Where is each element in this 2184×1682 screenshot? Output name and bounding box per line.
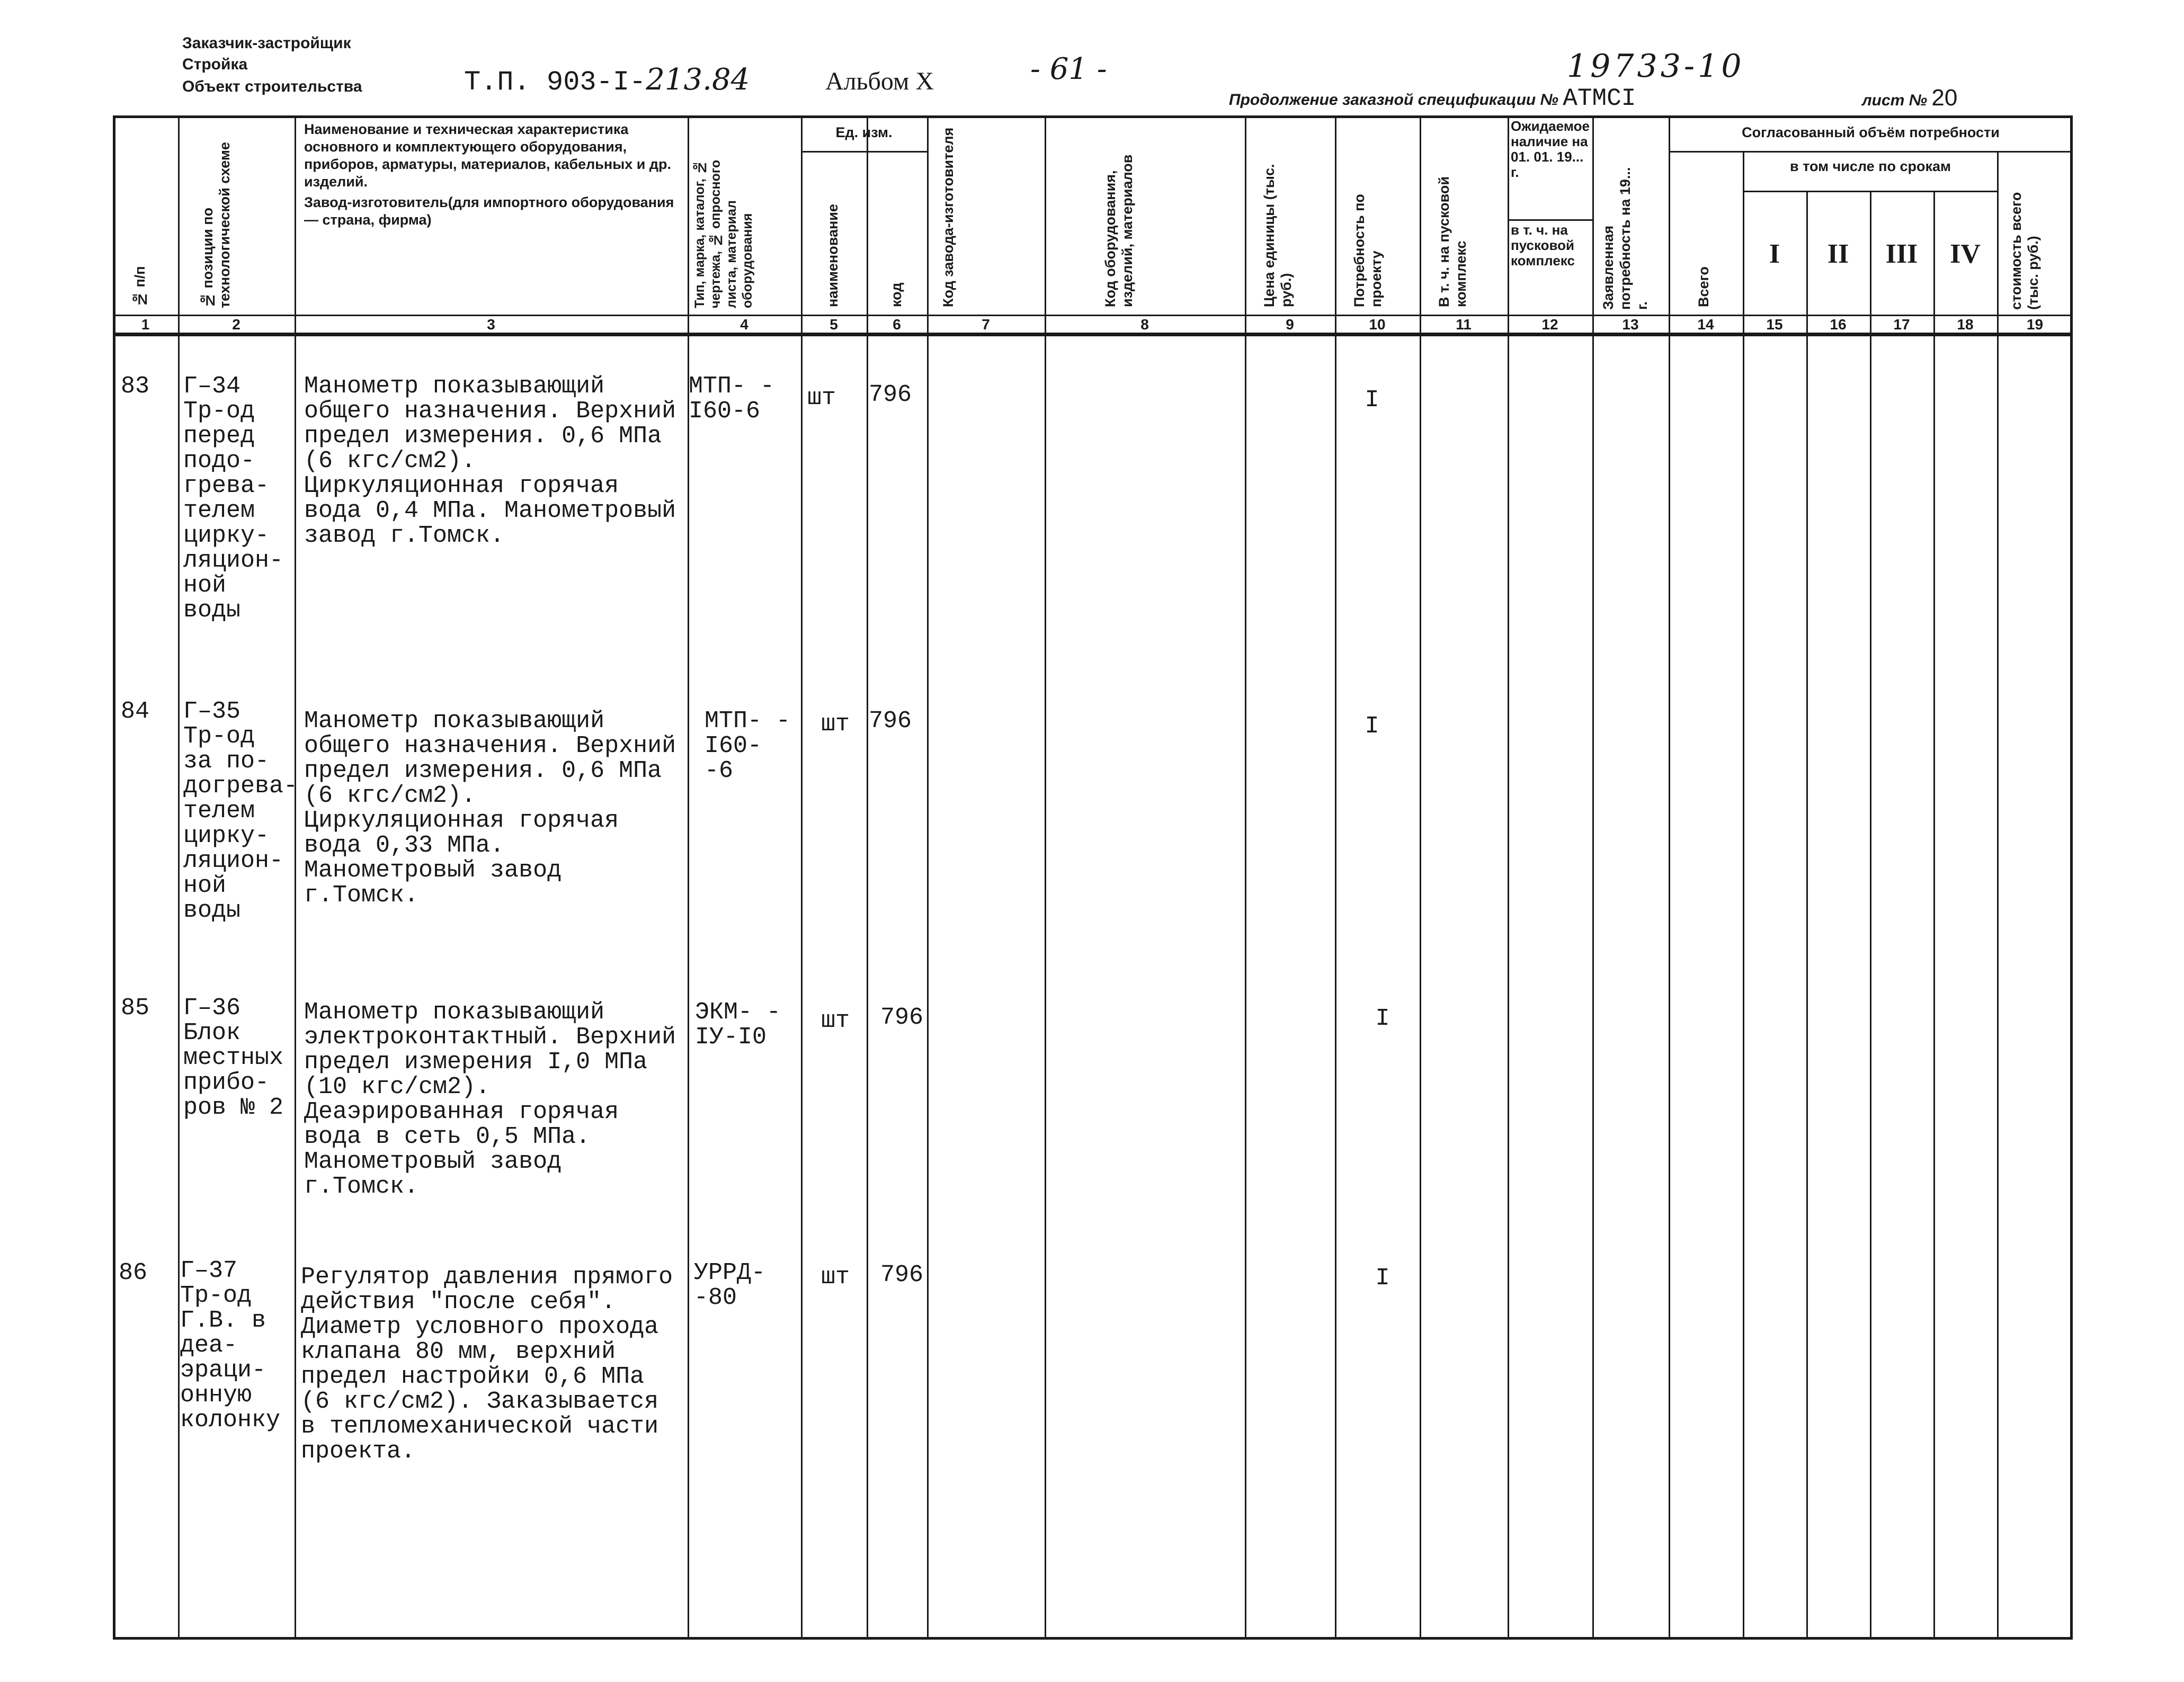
col-number: 10 [1369,316,1386,333]
unit-cell: шт [821,711,850,738]
project-code [464,62,750,98]
col-divider [295,115,296,1640]
col-header-12-launch: в т. ч. на пусковой комплекс [1511,222,1575,269]
col-number: 7 [982,316,990,333]
col-header-3-description: Наименование и техническая характеристика основного и комплектующего оборудования, приборов, арматуры, материалов, кабельных и др. изделий. [304,121,672,190]
unit-group-header: Ед. изм. [835,124,893,140]
col-header-1: № п/п [132,266,148,307]
col-header-3 [304,121,683,229]
col-header-3-manufacturer: Завод-изготовитель(для импортного оборудования — страна, фирма) [304,194,674,228]
position-cell: Г–34 Тр-од перед подо- грева- телем цирку- ляцион- ной воды [183,373,284,624]
col-number: 17 [1893,316,1910,333]
object-label: Объект строительства [182,78,362,95]
description-cell: Манометр показывающий электроконтактный. Верхний предел измерения I,0 МПа (10 кгс/см2). Деаэрированная горячая вода в сеть 0,5 МПа. Манометровый завод г.Томск. [304,999,676,1200]
col-header-4: Тип, марка, каталог, № чертежа, № опросного листа, материал оборудования [692,159,755,308]
col-divider [1997,151,1999,1640]
need-cell: I [1365,713,1379,740]
col-header-6: код [888,282,904,307]
col-number: 12 [1541,316,1558,333]
sheet-label: лист № [1862,92,1928,109]
col-number: 8 [1140,316,1149,333]
sheet-number: 20 [1931,85,1958,111]
col-header-5: наименование [825,204,841,307]
row-divider [1743,191,1997,192]
col-header-13: Заявленная потребность на 19... г. [1600,167,1650,310]
col-header-11: В т. ч. на пусковой комплекс [1436,176,1469,307]
spec-label: Продолжение заказной спецификации № [1229,91,1558,109]
col-number: 18 [1957,316,1974,333]
col-divider [1592,115,1594,1640]
type-cell: МТП- -I60-6 [689,373,775,425]
description-cell: Манометр показывающий общего назначения. Верхний предел измерения. 0,6 МПа (6 кгс/см2). Циркуляционная горячая вода 0,4 МПа. Манометровый завод г.Томск. [304,373,676,549]
code-cell: 796 [880,1262,924,1289]
type-cell: ЭКМ- -IУ-I0 [695,999,781,1051]
agreed-group-header: Согласованный объём потребности [1742,124,2000,140]
construction-label: Стройка [182,56,248,73]
col-divider [867,115,868,1640]
page-number-handwritten: - 61 - [1030,52,1107,86]
col-number: 3 [487,316,495,333]
description-cell: Регулятор давления прямого действия "после себя". Диаметр условного прохода клапана 80 мм, верхний предел настройки 0,6 МПа (6 кгс/см2). Заказывается в тепломеханической части проекта. [301,1264,673,1465]
row-number: 86 [119,1259,148,1286]
col-divider [1743,151,1744,1640]
unit-cell: шт [821,1007,850,1034]
col-number: 1 [141,316,150,333]
sheet-info [1862,85,1957,111]
col-header-12-expected: Ожидаемое наличие на 01. 01. 19... г. [1511,118,1590,180]
col-header-14: Всего [1696,266,1711,307]
document-number: 19733-10 [1567,48,1745,85]
unit-cell: шт [821,1264,850,1291]
col-number: 13 [1622,316,1639,333]
col-number: 16 [1830,316,1847,333]
unit-cell: шт [807,384,836,411]
col-number: 11 [1456,316,1472,333]
type-cell: УРРД- -80 [694,1259,766,1311]
row-divider [1669,151,2073,153]
col-number: 5 [830,316,838,333]
project-code-printed: Т.П. 903-I- [464,67,646,98]
col-divider [1245,115,1246,1640]
col-divider [1870,191,1871,1640]
code-cell: 796 [869,708,912,735]
type-cell: МТП- -I60- -6 [705,708,791,784]
col-number: 19 [2026,316,2044,333]
row-divider [801,151,927,153]
col-header-9: Цена единицы (тыс. руб.) [1261,164,1294,307]
position-cell: Г–36 Блок местных прибо- ров № 2 [183,995,284,1121]
col-divider [1420,115,1421,1640]
col-divider [688,115,689,1640]
col-header-15: I [1769,239,1780,269]
col-header-7: Код завода-изготовителя [940,127,956,307]
spec-number: АТМСI [1563,85,1636,112]
album-label: Альбом X [825,67,934,95]
col-divider [801,115,803,1640]
terms-group-header: в том числе по срокам [1790,158,1951,174]
customer-label: Заказчик-застройщик [182,34,351,52]
position-cell: Г–35 Тр-од за по- догрева- телем цирку- ляцион- ной воды [183,698,298,924]
col-divider [1508,115,1509,1640]
col-number: 14 [1697,316,1714,333]
need-cell: I [1365,387,1379,414]
col-number: 2 [232,316,240,333]
col-number: 4 [740,316,748,333]
need-cell: I [1375,1265,1390,1292]
col-divider [1045,115,1046,1640]
row-number: 84 [121,698,150,725]
code-cell: 796 [869,381,912,408]
col-header-8: Код оборудования, изделий, материалов [1102,154,1135,307]
col-divider [178,115,180,1640]
col-number: 6 [893,316,901,333]
description-cell: Манометр показывающий общего назначения. Верхний предел измерения. 0,6 МПа (6 кгс/см2). Циркуляционная горячая вода 0,33 МПа. Манометровый завод г.Томск. [304,708,676,909]
col-number: 15 [1766,316,1783,333]
need-cell: I [1375,1005,1390,1032]
col-divider [1669,115,1670,1640]
row-number: 83 [121,373,150,400]
col-header-18: IV [1950,239,1981,269]
col-divider [927,115,929,1640]
row-divider [1508,219,1592,221]
col-divider [1806,191,1808,1640]
col-header-2: № позиции по технологической схеме [200,142,233,308]
row-number: 85 [121,995,150,1022]
position-cell: Г–37 Тр-од Г.В. в деа- эраци- онную колонку [180,1257,281,1434]
col-header-10: Потребность по проекту [1351,194,1384,307]
col-divider [1335,115,1336,1640]
col-number: 9 [1286,316,1294,333]
col-divider [1933,191,1935,1640]
project-code-handwritten: 213.84 [646,62,750,97]
col-header-17: III [1885,239,1918,269]
spec-title [1229,85,1636,112]
col-header-19: стоимость всего (тыс. руб.) [2008,192,2041,310]
col-header-16: II [1827,239,1849,269]
code-cell: 796 [880,1004,924,1031]
